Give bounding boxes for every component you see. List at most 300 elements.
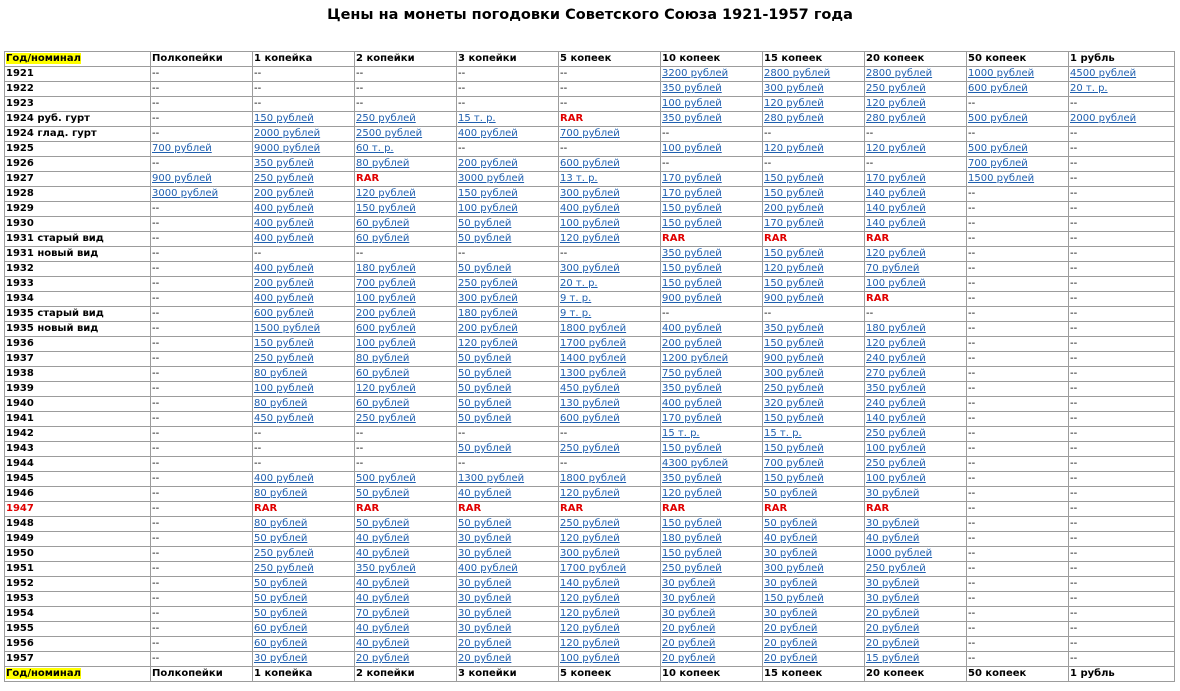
price-cell <box>865 457 967 472</box>
price-link[interactable]: 40 рублей <box>356 623 410 634</box>
price-link[interactable]: 350 рублей <box>254 158 314 169</box>
price-link[interactable]: 120 рублей <box>866 98 926 109</box>
page-title: Цены на монеты погодовки Советского Союза 1921-1957 года <box>327 7 853 23</box>
price-link[interactable]: 500 рублей <box>968 143 1028 154</box>
price-cell <box>457 487 559 502</box>
price-link[interactable]: 120 рублей <box>764 263 824 274</box>
table-row <box>5 652 1175 667</box>
price-link[interactable]: 150 рублей <box>458 188 518 199</box>
price-cell <box>151 427 253 442</box>
price-link[interactable]: 50 рублей <box>254 593 308 604</box>
price-cell <box>763 607 865 622</box>
price-link[interactable]: 30 рублей <box>866 488 920 499</box>
price-link[interactable]: 150 рублей <box>662 548 722 559</box>
price-link[interactable]: 50 рублей <box>458 383 512 394</box>
price-link[interactable]: 300 рублей <box>764 83 824 94</box>
price-link[interactable]: 120 рублей <box>866 143 926 154</box>
price-link[interactable]: 150 рублей <box>662 443 722 454</box>
price-link[interactable]: 400 рублей <box>254 473 314 484</box>
price-link[interactable]: 2000 рублей <box>1070 113 1137 124</box>
rare-mark: RAR <box>764 233 788 244</box>
price-link[interactable]: 600 рублей <box>968 83 1028 94</box>
price-link[interactable]: 30 рублей <box>866 578 920 589</box>
price-link[interactable]: 170 рублей <box>662 173 722 184</box>
price-link[interactable]: 9000 рублей <box>254 143 321 154</box>
no-data-mark: -- <box>254 83 262 94</box>
price-link[interactable]: 150 рублей <box>662 518 722 529</box>
price-link[interactable]: 1700 рублей <box>560 338 627 349</box>
header-label: 1 рубль <box>1070 53 1115 64</box>
price-link[interactable]: 120 рублей <box>560 623 620 634</box>
price-link[interactable]: 250 рублей <box>866 428 926 439</box>
price-link[interactable]: 300 рублей <box>764 368 824 379</box>
price-link[interactable]: 750 рублей <box>662 368 722 379</box>
price-link[interactable]: 350 рублей <box>662 83 722 94</box>
price-link[interactable]: 150 рублей <box>254 338 314 349</box>
price-link[interactable]: 150 рублей <box>764 338 824 349</box>
year-cell: 1952 <box>5 577 151 592</box>
price-link[interactable]: 13 т. р. <box>560 173 598 184</box>
price-link[interactable]: 300 рублей <box>764 563 824 574</box>
price-link[interactable]: 40 рублей <box>356 593 410 604</box>
price-link[interactable]: 1500 рублей <box>254 323 321 334</box>
price-link[interactable]: 60 рублей <box>356 398 410 409</box>
price-link[interactable]: 20 рублей <box>764 623 818 634</box>
price-link[interactable]: 120 рублей <box>560 638 620 649</box>
price-link[interactable]: 100 рублей <box>866 443 926 454</box>
price-link[interactable]: 1700 рублей <box>560 563 627 574</box>
price-link[interactable]: 150 рублей <box>254 113 314 124</box>
price-link[interactable]: 4300 рублей <box>662 458 729 469</box>
price-link[interactable]: 300 рублей <box>560 548 620 559</box>
price-cell <box>661 442 763 457</box>
price-link[interactable]: 60 рублей <box>254 638 308 649</box>
price-link[interactable]: 700 рублей <box>356 278 416 289</box>
price-link[interactable]: 1800 рублей <box>560 323 627 334</box>
no-data-mark: -- <box>968 623 976 634</box>
price-link[interactable]: 50 рублей <box>458 218 512 229</box>
price-link[interactable]: 20 рублей <box>662 653 716 664</box>
price-link[interactable]: 50 рублей <box>458 233 512 244</box>
price-cell <box>151 157 253 172</box>
price-link[interactable]: 120 рублей <box>560 233 620 244</box>
price-link[interactable]: 150 рублей <box>662 203 722 214</box>
price-link[interactable]: 500 рублей <box>356 473 416 484</box>
price-link[interactable]: 30 рублей <box>458 608 512 619</box>
price-link[interactable]: 80 рублей <box>356 353 410 364</box>
price-link[interactable]: 20 рублей <box>662 638 716 649</box>
price-link[interactable]: 700 рублей <box>152 143 212 154</box>
price-link[interactable]: 900 рублей <box>662 293 722 304</box>
price-link[interactable]: 140 рублей <box>866 218 926 229</box>
price-cell <box>559 247 661 262</box>
price-link[interactable]: 170 рублей <box>764 218 824 229</box>
price-cell <box>865 502 967 517</box>
price-link[interactable]: 50 рублей <box>254 533 308 544</box>
price-link[interactable]: 450 рублей <box>254 413 314 424</box>
price-link[interactable]: 250 рублей <box>254 173 314 184</box>
price-link[interactable]: 120 рублей <box>764 143 824 154</box>
price-cell <box>1069 442 1175 457</box>
price-link[interactable]: 120 рублей <box>560 488 620 499</box>
price-link[interactable]: 700 рублей <box>968 158 1028 169</box>
price-link[interactable]: 170 рублей <box>662 413 722 424</box>
price-link[interactable]: 100 рублей <box>458 203 518 214</box>
price-link[interactable]: 2500 рублей <box>356 128 423 139</box>
price-link[interactable]: 30 рублей <box>458 548 512 559</box>
price-link[interactable]: 320 рублей <box>764 398 824 409</box>
price-link[interactable]: 400 рублей <box>662 398 722 409</box>
price-link[interactable]: 140 рублей <box>560 578 620 589</box>
price-link[interactable]: 100 рублей <box>662 98 722 109</box>
price-link[interactable]: 70 рублей <box>866 263 920 274</box>
no-data-mark: -- <box>560 458 568 469</box>
price-link[interactable]: 400 рублей <box>458 128 518 139</box>
price-link[interactable]: 40 рублей <box>356 578 410 589</box>
price-link[interactable]: 60 рублей <box>356 218 410 229</box>
price-link[interactable]: 120 рублей <box>560 533 620 544</box>
price-link[interactable]: 2000 рублей <box>254 128 321 139</box>
no-data-mark: -- <box>560 248 568 259</box>
price-link[interactable]: 100 рублей <box>560 653 620 664</box>
price-link[interactable]: 350 рублей <box>866 383 926 394</box>
price-link[interactable]: 350 рублей <box>662 383 722 394</box>
price-link[interactable]: 250 рублей <box>662 563 722 574</box>
price-link[interactable]: 900 рублей <box>764 293 824 304</box>
price-link[interactable]: 300 рублей <box>458 293 518 304</box>
price-link[interactable]: 1500 рублей <box>968 173 1035 184</box>
price-link[interactable]: 50 рублей <box>458 443 512 454</box>
price-link[interactable]: 300 рублей <box>560 263 620 274</box>
price-link[interactable]: 60 рублей <box>356 368 410 379</box>
price-link[interactable]: 400 рублей <box>458 563 518 574</box>
price-cell <box>661 427 763 442</box>
price-cell <box>355 457 457 472</box>
price-link[interactable]: 180 рублей <box>866 323 926 334</box>
price-link[interactable]: 4500 рублей <box>1070 68 1137 79</box>
price-link[interactable]: 250 рублей <box>254 548 314 559</box>
no-data-mark: -- <box>968 188 976 199</box>
price-link[interactable]: 150 рублей <box>764 278 824 289</box>
price-link[interactable]: 200 рублей <box>458 158 518 169</box>
price-link[interactable]: 700 рублей <box>560 128 620 139</box>
price-link[interactable]: 120 рублей <box>866 248 926 259</box>
header-label: 3 копейки <box>458 668 517 679</box>
price-link[interactable]: 80 рублей <box>254 488 308 499</box>
price-link[interactable]: 2800 рублей <box>866 68 933 79</box>
price-cell <box>661 307 763 322</box>
price-link[interactable]: 350 рублей <box>662 248 722 259</box>
price-link[interactable]: 150 рублей <box>662 218 722 229</box>
price-link[interactable]: 50 рублей <box>458 413 512 424</box>
price-link[interactable]: 1800 рублей <box>560 473 627 484</box>
price-link[interactable]: 400 рублей <box>254 218 314 229</box>
price-link[interactable]: 50 рублей <box>458 368 512 379</box>
price-link[interactable]: 100 рублей <box>866 278 926 289</box>
price-link[interactable]: 100 рублей <box>356 338 416 349</box>
price-link[interactable]: 250 рублей <box>560 443 620 454</box>
price-link[interactable]: 250 рублей <box>764 383 824 394</box>
price-link[interactable]: 40 рублей <box>764 533 818 544</box>
price-link[interactable]: 70 рублей <box>356 608 410 619</box>
header-cell <box>967 667 1069 682</box>
price-link[interactable]: 80 рублей <box>254 518 308 529</box>
price-link[interactable]: 280 рублей <box>764 113 824 124</box>
price-link[interactable]: 250 рублей <box>866 563 926 574</box>
price-link[interactable]: 250 рублей <box>356 413 416 424</box>
price-link[interactable]: 120 рублей <box>764 98 824 109</box>
price-link[interactable]: 150 рублей <box>764 248 824 259</box>
price-cell <box>865 322 967 337</box>
price-cell <box>457 232 559 247</box>
price-link[interactable]: 150 рублей <box>764 173 824 184</box>
price-link[interactable]: 170 рублей <box>662 188 722 199</box>
price-link[interactable]: 30 рублей <box>458 533 512 544</box>
price-link[interactable]: 20 рублей <box>356 653 410 664</box>
year-cell: 1925 <box>5 142 151 157</box>
price-link[interactable]: 170 рублей <box>866 173 926 184</box>
price-link[interactable]: 150 рублей <box>764 188 824 199</box>
price-link[interactable]: 180 рублей <box>458 308 518 319</box>
price-link[interactable]: 60 т. р. <box>356 143 394 154</box>
price-link[interactable]: 120 рублей <box>560 608 620 619</box>
no-data-mark: -- <box>152 413 160 424</box>
price-link[interactable]: 150 рублей <box>662 278 722 289</box>
price-link[interactable]: 100 рублей <box>356 293 416 304</box>
price-cell <box>661 577 763 592</box>
price-link[interactable]: 1300 рублей <box>560 368 627 379</box>
price-link[interactable]: 150 рублей <box>764 413 824 424</box>
price-link[interactable]: 250 рублей <box>866 83 926 94</box>
price-cell <box>1069 322 1175 337</box>
price-cell <box>355 352 457 367</box>
price-link[interactable]: 140 рублей <box>866 413 926 424</box>
price-link[interactable]: 500 рублей <box>968 113 1028 124</box>
price-link[interactable]: 250 рублей <box>560 518 620 529</box>
price-link[interactable]: 30 рублей <box>458 623 512 634</box>
price-link[interactable]: 50 рублей <box>458 353 512 364</box>
price-link[interactable]: 20 рублей <box>866 623 920 634</box>
price-link[interactable]: 30 рублей <box>662 578 716 589</box>
price-link[interactable]: 50 рублей <box>764 488 818 499</box>
price-link[interactable]: 700 рублей <box>764 458 824 469</box>
price-link[interactable]: 240 рублей <box>866 398 926 409</box>
price-link[interactable]: 15 т. р. <box>458 113 496 124</box>
price-cell <box>355 472 457 487</box>
price-link[interactable]: 15 т. р. <box>662 428 700 439</box>
price-link[interactable]: 200 рублей <box>254 188 314 199</box>
price-link[interactable]: 80 рублей <box>254 398 308 409</box>
price-link[interactable]: 250 рублей <box>356 113 416 124</box>
price-link[interactable]: 1400 рублей <box>560 353 627 364</box>
price-link[interactable]: 350 рублей <box>764 323 824 334</box>
price-link[interactable]: 80 рублей <box>254 368 308 379</box>
no-data-mark: -- <box>1070 518 1078 529</box>
price-link[interactable]: 60 рублей <box>254 623 308 634</box>
no-data-mark: -- <box>356 83 364 94</box>
price-link[interactable]: 400 рублей <box>254 233 314 244</box>
price-link[interactable]: 900 рублей <box>152 173 212 184</box>
price-link[interactable]: 1200 рублей <box>662 353 729 364</box>
price-link[interactable]: 900 рублей <box>764 353 824 364</box>
no-data-mark: -- <box>1070 548 1078 559</box>
price-link[interactable]: 3000 рублей <box>152 188 219 199</box>
price-cell <box>559 532 661 547</box>
price-link[interactable]: 50 рублей <box>254 578 308 589</box>
price-link[interactable]: 40 рублей <box>356 533 410 544</box>
price-link[interactable]: 200 рублей <box>254 278 314 289</box>
header-label: Полкопейки <box>152 53 223 64</box>
no-data-mark: -- <box>152 233 160 244</box>
price-link[interactable]: 15 рублей <box>866 653 920 664</box>
price-link[interactable]: 130 рублей <box>560 398 620 409</box>
price-link[interactable]: 20 рублей <box>764 653 818 664</box>
price-link[interactable]: 250 рублей <box>458 278 518 289</box>
price-link[interactable]: 1000 рублей <box>968 68 1035 79</box>
price-link[interactable]: 240 рублей <box>866 353 926 364</box>
price-link[interactable]: 250 рублей <box>254 353 314 364</box>
price-link[interactable]: 20 т. р. <box>560 278 598 289</box>
price-cell <box>661 202 763 217</box>
price-link[interactable]: 200 рублей <box>662 338 722 349</box>
price-link[interactable]: 40 рублей <box>356 548 410 559</box>
price-link[interactable]: 280 рублей <box>866 113 926 124</box>
price-link[interactable]: 100 рублей <box>866 473 926 484</box>
price-link[interactable]: 20 рублей <box>866 638 920 649</box>
price-link[interactable]: 20 рублей <box>458 653 512 664</box>
price-link[interactable]: 50 рублей <box>356 488 410 499</box>
price-link[interactable]: 100 рублей <box>662 143 722 154</box>
price-link[interactable]: 120 рублей <box>356 383 416 394</box>
price-link[interactable]: 350 рублей <box>662 113 722 124</box>
header-cell <box>151 52 253 67</box>
price-link[interactable]: 200 рублей <box>458 323 518 334</box>
price-link[interactable]: 9 т. р. <box>560 293 592 304</box>
price-cell <box>151 337 253 352</box>
price-cell <box>967 232 1069 247</box>
price-link[interactable]: 150 рублей <box>764 593 824 604</box>
no-data-mark: -- <box>1070 593 1078 604</box>
header-cell <box>151 667 253 682</box>
price-link[interactable]: 400 рублей <box>254 293 314 304</box>
price-link[interactable]: 600 рублей <box>560 158 620 169</box>
price-link[interactable]: 120 рублей <box>458 338 518 349</box>
price-link[interactable]: 50 рублей <box>458 518 512 529</box>
price-link[interactable]: 60 рублей <box>356 233 410 244</box>
price-link[interactable]: 150 рублей <box>662 263 722 274</box>
price-link[interactable]: 400 рублей <box>560 203 620 214</box>
price-link[interactable]: 180 рублей <box>356 263 416 274</box>
price-link[interactable]: 3200 рублей <box>662 68 729 79</box>
price-link[interactable]: 40 рублей <box>356 638 410 649</box>
price-link[interactable]: 30 рублей <box>254 653 308 664</box>
price-link[interactable]: 20 т. р. <box>1070 83 1108 94</box>
price-cell <box>763 352 865 367</box>
price-link[interactable]: 15 т. р. <box>764 428 802 439</box>
price-link[interactable]: 250 рублей <box>254 563 314 574</box>
price-cell <box>253 67 355 82</box>
price-link[interactable]: 180 рублей <box>662 533 722 544</box>
price-cell <box>1069 562 1175 577</box>
price-cell <box>151 592 253 607</box>
price-link[interactable]: 9 т. р. <box>560 308 592 319</box>
price-link[interactable]: 120 рублей <box>560 593 620 604</box>
price-link[interactable]: 50 рублей <box>458 398 512 409</box>
price-link[interactable]: 50 рублей <box>254 608 308 619</box>
year-cell: 1923 <box>5 97 151 112</box>
price-link[interactable]: 1000 рублей <box>866 548 933 559</box>
price-cell <box>865 487 967 502</box>
price-link[interactable]: 30 рублей <box>458 578 512 589</box>
price-link[interactable]: 30 рублей <box>764 548 818 559</box>
no-data-mark: -- <box>560 68 568 79</box>
price-link[interactable]: 3000 рублей <box>458 173 525 184</box>
price-link[interactable]: 200 рублей <box>356 308 416 319</box>
price-link[interactable]: 120 рублей <box>866 338 926 349</box>
price-link[interactable]: 120 рублей <box>662 488 722 499</box>
price-link[interactable]: 600 рублей <box>254 308 314 319</box>
price-link[interactable]: 350 рублей <box>662 473 722 484</box>
no-data-mark: -- <box>152 218 160 229</box>
price-link[interactable]: 20 рублей <box>458 638 512 649</box>
price-link[interactable]: 20 рублей <box>764 638 818 649</box>
price-link[interactable]: 200 рублей <box>764 203 824 214</box>
price-link[interactable]: 30 рублей <box>458 593 512 604</box>
price-link[interactable]: 150 рублей <box>764 443 824 454</box>
price-link[interactable]: 30 рублей <box>764 608 818 619</box>
price-link[interactable]: 100 рублей <box>560 218 620 229</box>
price-link[interactable]: 140 рублей <box>866 203 926 214</box>
price-cell <box>1069 127 1175 142</box>
price-link[interactable]: 300 рублей <box>560 188 620 199</box>
table-row <box>5 172 1175 187</box>
price-link[interactable]: 140 рублей <box>866 188 926 199</box>
price-link[interactable]: 400 рублей <box>662 323 722 334</box>
price-link[interactable]: 150 рублей <box>764 473 824 484</box>
price-link[interactable]: 250 рублей <box>866 458 926 469</box>
price-link[interactable]: 50 рублей <box>356 518 410 529</box>
price-link[interactable]: 80 рублей <box>356 158 410 169</box>
price-link[interactable]: 40 рублей <box>458 488 512 499</box>
price-link[interactable]: 2800 рублей <box>764 68 831 79</box>
price-link[interactable]: 30 рублей <box>764 578 818 589</box>
price-link[interactable]: 150 рублей <box>356 203 416 214</box>
price-link[interactable]: 600 рублей <box>560 413 620 424</box>
price-link[interactable]: 120 рублей <box>356 188 416 199</box>
price-link[interactable]: 400 рублей <box>254 263 314 274</box>
price-link[interactable]: 20 рублей <box>866 608 920 619</box>
price-link[interactable]: 600 рублей <box>356 323 416 334</box>
price-link[interactable]: 1300 рублей <box>458 473 525 484</box>
price-link[interactable]: 270 рублей <box>866 368 926 379</box>
price-link[interactable]: 30 рублей <box>866 518 920 529</box>
price-link[interactable]: 350 рублей <box>356 563 416 574</box>
price-link[interactable]: 30 рублей <box>662 608 716 619</box>
price-cell <box>763 622 865 637</box>
price-link[interactable]: 40 рублей <box>866 533 920 544</box>
price-link[interactable]: 20 рублей <box>662 623 716 634</box>
no-data-mark: -- <box>968 353 976 364</box>
price-link[interactable]: 50 рублей <box>458 263 512 274</box>
price-link[interactable]: 30 рублей <box>866 593 920 604</box>
price-link[interactable]: 50 рублей <box>764 518 818 529</box>
price-link[interactable]: 30 рублей <box>662 593 716 604</box>
price-link[interactable]: 400 рублей <box>254 203 314 214</box>
price-cell <box>457 157 559 172</box>
price-link[interactable]: 100 рублей <box>254 383 314 394</box>
price-link[interactable]: 450 рублей <box>560 383 620 394</box>
price-cell <box>1069 187 1175 202</box>
